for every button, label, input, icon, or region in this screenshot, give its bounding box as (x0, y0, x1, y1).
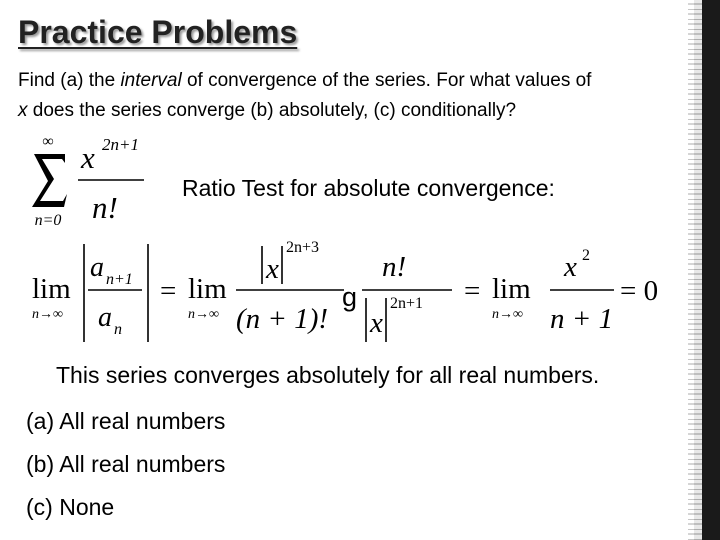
numerator-x: x (266, 253, 279, 285)
series-formula (28, 132, 173, 232)
equals-1: = (160, 275, 177, 307)
ratio-test-label: Ratio Test for absolute convergence: (182, 175, 555, 201)
denominator-x: x (370, 307, 383, 339)
prompt-interval-italic: interval (120, 70, 182, 91)
denominator-n-plus-1: n + 1 (550, 303, 614, 335)
sigma-symbol (32, 154, 67, 207)
conclusion-text: This series converges absolutely for all real numbers. (56, 362, 600, 388)
lim-2: lim (188, 273, 227, 305)
lim-1: lim (32, 273, 71, 305)
numerator-n-factorial: n! (382, 251, 407, 283)
slide-title: Practice Problems (18, 14, 298, 50)
exponent-2n-plus-1: 2n+1 (390, 295, 424, 312)
lim-1-subscript: n→∞ (32, 307, 63, 322)
answer-c: (c) None (26, 494, 115, 520)
ratio-limit-formula (24, 232, 664, 352)
sum-upper-limit: ∞ (42, 133, 54, 150)
a-numerator: a (90, 252, 104, 283)
problem-statement (18, 66, 690, 126)
answer-b: (b) All real numbers (26, 451, 226, 477)
equals-zero: = 0 (620, 275, 659, 307)
exponent-2n-plus-3: 2n+3 (286, 239, 320, 256)
a-denominator: a (98, 302, 112, 333)
lim-3-subscript: n→∞ (492, 307, 523, 322)
lim-3: lim (492, 273, 531, 305)
equals-2: = (464, 275, 481, 307)
prompt-text-2: of convergence of the series. For what values of (181, 70, 592, 91)
squared-exponent: 2 (582, 247, 590, 264)
answer-a: (a) All real numbers (26, 408, 226, 434)
series-denominator: n! (92, 190, 118, 225)
a-denominator-sub: n (114, 321, 122, 338)
prompt-text-1: Find (a) the (18, 70, 121, 91)
prompt-text-3: does the series converge (b) absolutely, (c) conditionally? (27, 100, 517, 121)
prompt-x-italic: x (18, 100, 28, 121)
series-numerator-exponent: 2n+1 (102, 135, 139, 154)
sum-lower-limit: n=0 (34, 212, 62, 229)
numerator-x-squared: x (564, 251, 577, 283)
series-numerator-x: x (81, 140, 95, 175)
a-numerator-sub: n+1 (106, 271, 133, 288)
torn-edge-texture (688, 0, 702, 540)
denominator-n-plus-1-factorial: (n + 1)! (236, 303, 329, 335)
multiplication-symbol: g (342, 282, 358, 312)
lim-2-subscript: n→∞ (188, 307, 219, 322)
